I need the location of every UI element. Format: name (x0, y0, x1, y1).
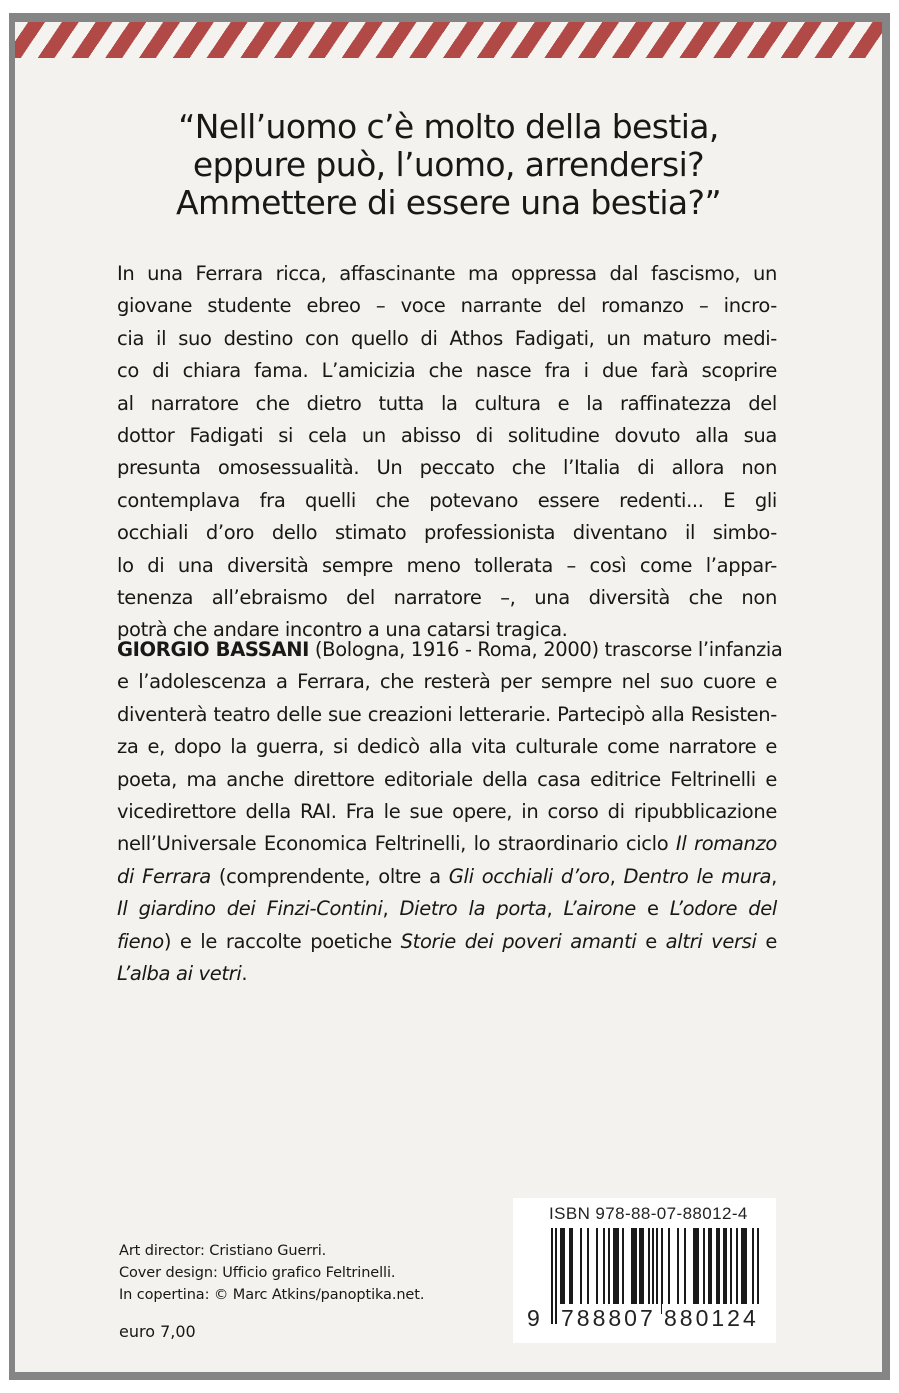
synopsis-paragraph (117, 258, 777, 647)
book-title: Dentro le mura (623, 864, 772, 888)
barcode-digits (525, 1304, 765, 1334)
synopsis-line: tenenza all’ebraismo del narratore –, una diversità che non (117, 586, 777, 610)
synopsis-line: occhiali d’oro dello stimato professionista diventano il simbo- (117, 521, 777, 545)
bio-line: di Ferrara (comprendente, oltre a Gli occhiali d’oro, Dentro le mura, (117, 864, 777, 888)
author-name: GIORGIO BASSANI (117, 638, 310, 661)
synopsis-line: potrà che andare incontro a una catarsi tragica. (117, 618, 568, 642)
author-bio (117, 634, 783, 990)
bio-line: nell’Universale Economica Feltrinelli, lo straordinario ciclo Il romanzo (117, 832, 777, 856)
bio-line: vicedirettore della RAI. Fra le sue opere, in corso di ripubblicazione (117, 800, 777, 824)
isbn-barcode (513, 1198, 776, 1343)
bio-line: L’alba ai vetri. (117, 962, 248, 986)
synopsis-line: al narratore che dietro tutta la cultura e la raffinatezza del (117, 391, 777, 415)
pull-quote (15, 108, 882, 222)
price-label: euro 7,00 (119, 1322, 196, 1341)
book-title: fieno (117, 929, 164, 953)
quote-line: eppure può, l’uomo, arrendersi? (192, 145, 705, 184)
bio-line: poeta, ma anche direttore editoriale della casa editrice Feltrinelli e (117, 767, 777, 791)
art-director-credit: Art director: Cristiano Guerri. (119, 1243, 327, 1259)
synopsis-line: presunta omosessualità. Un peccato che l’Italia di allora non (117, 456, 777, 480)
synopsis-line: contemplava fra quelli che potevano essere redenti... E gli (117, 488, 777, 512)
isbn-label: ISBN 978-88-07-88012-4 (549, 1204, 748, 1223)
bio-line: diventerà teatro delle sue creazioni letterarie. Partecipò alla Resisten- (117, 702, 777, 726)
cover-image-credit: In copertina: © Marc Atkins/panoptika.net. (119, 1287, 425, 1303)
book-title: Storie dei poveri amanti (400, 929, 637, 953)
book-title: L’alba ai vetri (117, 962, 242, 986)
credits (119, 1240, 424, 1306)
bio-line: za e, dopo la guerra, si dedicò alla vita culturale come narratore e (117, 735, 777, 759)
barcode-digits-left: 788807 (561, 1305, 656, 1331)
bio-line: fieno) e le raccolte poetiche Storie dei poveri amanti e altri versi e (117, 929, 777, 953)
quote-line: Ammettere di essere una bestia?” (176, 183, 721, 222)
striped-band (15, 22, 882, 58)
book-title: Gli occhiali d’oro (448, 864, 610, 888)
book-title: Dietro la porta (399, 897, 547, 921)
synopsis-line: lo di una diversità sempre meno tollerata – così come l’appar- (117, 553, 777, 577)
bio-line: e l’adolescenza a Ferrara, che resterà per sempre nel suo cuore e (117, 670, 777, 694)
synopsis-line: giovane studente ebreo – voce narrante del romanzo – incro- (117, 294, 777, 318)
back-cover (15, 22, 882, 1372)
book-title: L’odore del (669, 897, 777, 921)
synopsis-line: co di chiara fama. L’amicizia che nasce fra i due farà scoprire (117, 359, 777, 383)
synopsis-line: In una Ferrara ricca, affascinante ma oppressa dal fascismo, un (117, 262, 777, 285)
synopsis-line: cia il suo destino con quello di Athos Fadigati, un maturo medi- (117, 326, 777, 350)
bio-line: Il giardino dei Finzi-Contini, Dietro la porta, L’airone e L’odore del (117, 897, 777, 921)
book-title: Il romanzo (675, 832, 777, 856)
synopsis-line: dottor Fadigati si cela un abisso di solitudine dovuto alla sua (117, 424, 777, 448)
barcode-digits-right: 880124 (664, 1305, 759, 1331)
quote-line: “Nell’uomo c’è molto della bestia, (178, 107, 719, 146)
cover-design-credit: Cover design: Ufficio grafico Feltrinelli. (119, 1265, 396, 1281)
book-title: di Ferrara (117, 864, 211, 888)
book-title: altri versi (665, 929, 757, 953)
barcode-digit-first: 9 (527, 1305, 540, 1331)
book-title: Il giardino dei Finzi-Contini (117, 897, 383, 921)
bio-line: GIORGIO BASSANI (Bologna, 1916 - Roma, 2000) trascorse l’infanzia (117, 638, 783, 661)
book-title: L’airone (563, 897, 636, 921)
